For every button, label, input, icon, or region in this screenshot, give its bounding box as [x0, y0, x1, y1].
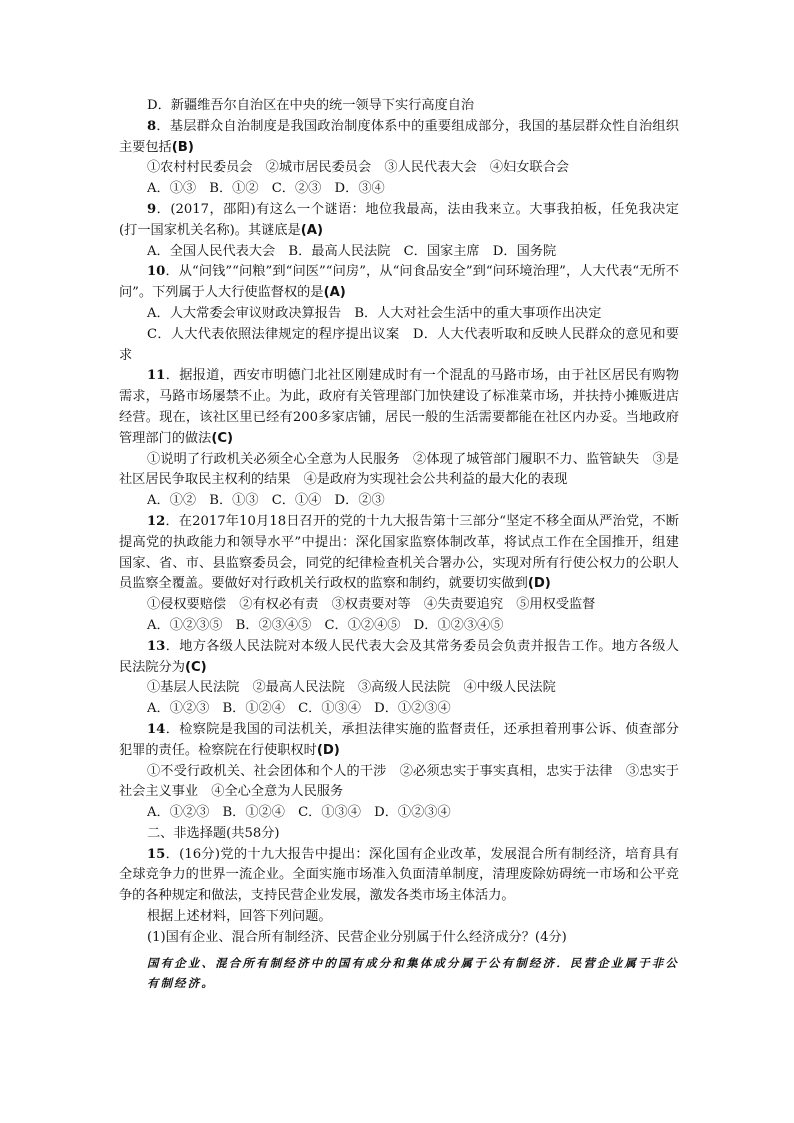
- handwritten-answer: 国有企业、混合所有制经济中的国有成分和集体成分属于公有制经济．民营企业属于非公有制经济。: [147, 955, 679, 990]
- question-text: ．(16分)党的十九大报告中提出：深化国有企业改革，发展混合所有制经济，培育具有全球竞争力的世界一流企业。全面实施市场准入负面清单制度，清理废除妨碍统一市场和公平竞争的各种规定和做法，支持民营企业发展，激发各类市场主体活力。: [119, 846, 679, 904]
- answer-key: (D): [316, 742, 340, 758]
- question-9: [119, 200, 679, 242]
- question-number: 15: [147, 846, 166, 862]
- question-number: 8: [147, 118, 157, 134]
- section-heading: 二、非选择题(共58分): [147, 825, 280, 841]
- answer-options: A．①② B．①③ C．①④ D．②③: [147, 493, 385, 509]
- answer-key: (B): [171, 139, 194, 155]
- question-text: ．从“问钱”“问粮”到“问医”“问房”，从“问食品安全”到“问环境治理”，人大代表“无所不问”。下列属于人大行使监督权的是: [119, 264, 679, 301]
- exam-page: [119, 96, 679, 993]
- question-14: [119, 720, 679, 762]
- question-13: [119, 637, 679, 679]
- sub-question: (1)国有企业、混合所有制经济、民营企业分别属于什么经济成分？(4分): [147, 929, 567, 945]
- question-number: 14: [147, 721, 166, 737]
- answer-key: (A): [300, 222, 323, 238]
- answer-options: A．①③ B．①② C．②③ D．③④: [147, 181, 385, 197]
- answer-key: (C): [211, 430, 234, 446]
- question-12: [119, 512, 679, 595]
- question-text: ．据报道，西安市明德门北社区刚建成时有一个混乱的马路市场，由于社区居民有购物需求，马路市场屡禁不止。为此，政府有关管理部门加快建设了标准菜市场，并扶持小摊贩进店经营。现在，该社区里已经有200多家店铺，居民一般的生活需要都能在社区内办妥。当地政府管理部门的做法: [119, 368, 679, 446]
- question-number: 10: [147, 264, 166, 280]
- statement-items: ①农村村民委员会 ②城市居民委员会 ③人民代表大会 ④妇女联合会: [147, 160, 569, 176]
- answer-options: C．人大代表依照法律规定的程序提出议案 D．人大代表听取和反映人民群众的意见和要求: [119, 326, 679, 363]
- answer-key: (A): [323, 285, 346, 301]
- statement-items: ①基层人民法院 ②最高人民法院 ③高级人民法院 ④中级人民法院: [147, 680, 556, 696]
- question-prompt: 根据上述材料，回答下列问题。: [147, 909, 332, 925]
- statement-items: ①侵权要赔偿 ②有权必有责 ③权责要对等 ④失责要追究 ⑤用权受监督: [147, 597, 596, 613]
- answer-options: A．人大常委会审议财政决算报告 B．人大对社会生活中的重大事项作出决定: [147, 305, 602, 321]
- question-number: 9: [147, 201, 157, 217]
- question-number: 12: [147, 513, 166, 529]
- answer-options: A．全国人民代表大会 B．最高人民法院 C．国家主席 D．国务院: [147, 243, 557, 259]
- question-text: ．地方各级人民法院对本级人民代表大会及其常务委员会负责并报告工作。地方各级人民法院分为: [119, 638, 679, 675]
- question-15: [119, 845, 679, 907]
- question-text: ．检察院是我国的司法机关，承担法律实施的监督责任，还承担着刑事公诉、侦查部分犯罪的责任。检察院在行使职权时: [119, 721, 679, 758]
- answer-key: (C): [184, 659, 207, 675]
- question-number: 11: [147, 368, 166, 384]
- answer-options: A．①②③⑤ B．②③④⑤ C．①②④⑤ D．①②③④⑤: [147, 617, 504, 633]
- question-11: [119, 366, 679, 449]
- option-text: D．新疆维吾尔自治区在中央的统一领导下实行高度自治: [147, 98, 475, 113]
- question-8: [119, 117, 679, 159]
- question-text: ．(2017，邵阳)有这么一个谜语：地位我最高，法由我来立。大事我拍板，任免我决定(打一国家机关名称)。其谜底是: [119, 201, 679, 238]
- answer-options: A．①②③ B．①②④ C．①③④ D．①②③④: [147, 701, 451, 717]
- question-number: 13: [147, 638, 166, 654]
- q7-option-d: [119, 96, 679, 117]
- answer-options: A．①②③ B．①②④ C．①③④ D．①②③④: [147, 805, 451, 821]
- question-text: ．基层群众自治制度是我国政治制度体系中的重要组成部分，我国的基层群众性自治组织主要包括: [119, 118, 679, 155]
- question-10: [119, 262, 679, 304]
- statement-items: ①说明了行政机关必须全心全意为人民服务 ②体现了城管部门履职不力、监管缺失 ③是社区居民争取民主权利的结果 ④是政府为实现社会公共利益的最大化的表现: [119, 451, 679, 488]
- answer-key: (D): [527, 576, 551, 592]
- question-text: ．在2017年10月18日召开的党的十九大报告第十三部分“坚定不移全面从严治党，不断提高党的执政能力和领导水平”中提出：深化国家监察体制改革，将试点工作在全国推开，组建国家、省、市、县监察委员会，同党的纪律检查机关合署办公，实现对所有行使公权力的公职人员监察全覆盖。要做好对行政机关行政权的监察和制约，就要切实做到: [119, 513, 679, 592]
- statement-items: ①不受行政机关、社会团体和个人的干涉 ②必须忠实于事实真相，忠实于法律 ③忠实于社会主义事业 ④全心全意为人民服务: [119, 763, 679, 800]
